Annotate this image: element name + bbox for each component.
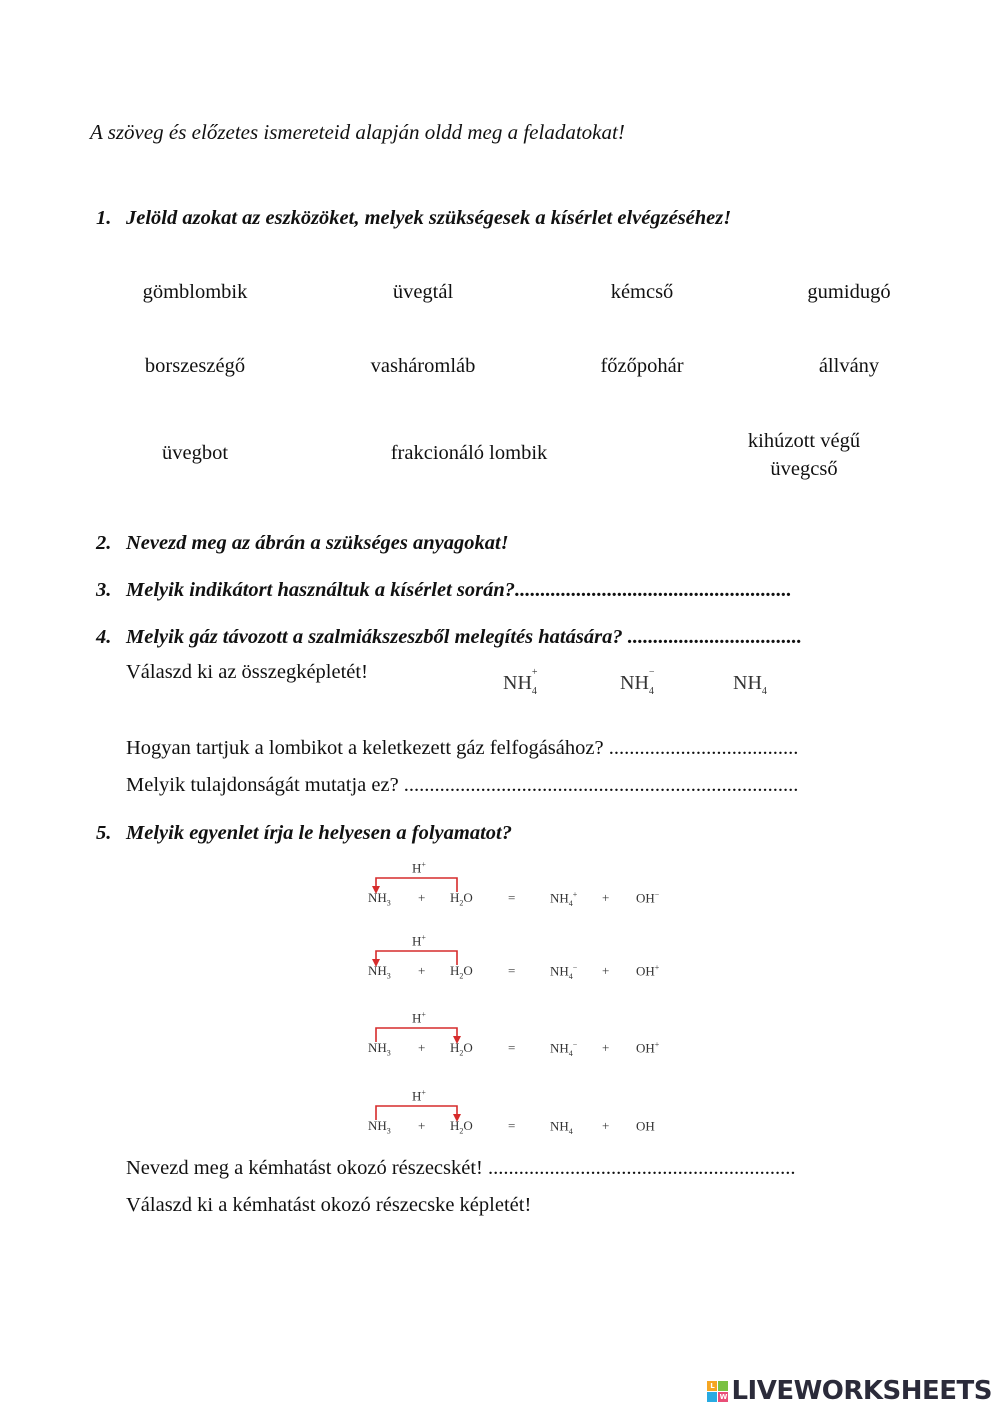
question-1-number: 1. [96, 207, 112, 229]
reactant-ammonia: $NH_3$ [368, 1040, 391, 1058]
question-3-number: 3. [96, 579, 112, 601]
formula-option[interactable]: $NH_4^-$ [620, 667, 655, 697]
equals-sign: = [508, 963, 516, 978]
logo-icon: L W [707, 1381, 728, 1402]
name-particle-question[interactable]: Nevezd meg a kémhatást okozó részecskét! ............................................................ [126, 1157, 796, 1179]
equipment-option[interactable]: vasháromláb [370, 355, 476, 377]
equals-sign: = [508, 890, 516, 905]
question-2 [96, 532, 509, 555]
proton-label: H+ [412, 1010, 426, 1026]
plus-sign: + [602, 1040, 610, 1055]
equipment-option[interactable]: üvegbot [161, 442, 229, 464]
plus-sign: + [602, 890, 610, 905]
question-2-number: 2. [96, 532, 112, 554]
formula-option[interactable]: $NH_4$ [733, 672, 767, 697]
question-4-text[interactable]: Melyik gáz távozott a szalmiákszeszből melegítés hatására? .................................. [126, 626, 802, 648]
proton-transfer-arrow [360, 935, 680, 995]
equation-option[interactable] [360, 1012, 680, 1072]
question-4-number: 4. [96, 626, 112, 648]
equipment-option[interactable]: gömblombik [142, 281, 248, 303]
flask-hold-question[interactable]: Hogyan tartjuk a lombikot a keletkezett gáz felfogásához? ..................................... [126, 737, 799, 759]
formula-option[interactable]: $NH_4^+$ [503, 667, 538, 697]
proton-label: H+ [412, 1088, 426, 1104]
question-4 [96, 626, 802, 649]
equipment-option[interactable]: főzőpohár [600, 355, 684, 377]
plus-sign: + [418, 890, 426, 905]
equation-option[interactable] [360, 1090, 680, 1150]
reactant-ammonia: $NH_3$ [368, 1118, 391, 1136]
proton-transfer-arrow [360, 862, 680, 922]
product-ammonium: $NH_4$ [550, 1118, 573, 1136]
reactant-ammonia: $NH_3$ [368, 963, 391, 981]
liveworksheets-logo [707, 1376, 992, 1406]
proton-transfer-arrow [360, 1090, 680, 1150]
product-ammonium: $NH_4^-$ [550, 1040, 578, 1058]
product-hydroxide: OH− [636, 890, 660, 906]
equipment-option[interactable]: üvegtál [392, 281, 454, 303]
plus-sign: + [602, 963, 610, 978]
equipment-option[interactable]: kémcső [610, 281, 674, 303]
product-hydroxide: OH+ [636, 963, 660, 979]
equipment-option[interactable]: állvány [818, 355, 880, 377]
question-1-text: Jelöld azokat az eszközöket, melyek szükségesek a kísérlet elvégzéséhez! [126, 207, 732, 229]
choose-formula-label: Válaszd ki az összegképletét! [126, 661, 368, 683]
question-2-text: Nevezd meg az ábrán a szükséges anyagokat! [126, 532, 509, 554]
equation-option[interactable] [360, 935, 680, 995]
equation-option[interactable] [360, 862, 680, 922]
equipment-option[interactable]: borszeszégő [144, 355, 246, 377]
product-ammonium: $NH_4^-$ [550, 963, 578, 981]
plus-sign: + [418, 1118, 426, 1133]
question-5-number: 5. [96, 822, 112, 844]
reactant-water: $H_2O$ [450, 1118, 473, 1136]
proton-label: H+ [412, 933, 426, 949]
plus-sign: + [418, 963, 426, 978]
equipment-option[interactable]: frakcionáló lombik [390, 442, 548, 464]
question-5-text: Melyik egyenlet írja le helyesen a folyamatot? [126, 822, 512, 844]
instructions-text: A szöveg és előzetes ismereteid alapján oldd meg a feladatokat! [90, 120, 625, 144]
proton-label: H+ [412, 860, 426, 876]
equals-sign: = [508, 1040, 516, 1055]
question-3 [96, 579, 792, 602]
plus-sign: + [418, 1040, 426, 1055]
reactant-water: $H_2O$ [450, 963, 473, 981]
product-ammonium: $NH_4^+$ [550, 890, 578, 908]
equals-sign: = [508, 1118, 516, 1133]
proton-transfer-arrow [360, 1012, 680, 1072]
reactant-ammonia: $NH_3$ [368, 890, 391, 908]
reactant-water: $H_2O$ [450, 1040, 473, 1058]
product-hydroxide: OH+ [636, 1040, 660, 1056]
property-question[interactable]: Melyik tulajdonságát mutatja ez? ............................................................................. [126, 774, 799, 796]
question-1 [96, 207, 731, 230]
question-3-text[interactable]: Melyik indikátort használtuk a kísérlet során?...................................................... [126, 579, 792, 601]
equipment-option[interactable]: gumidugó [807, 281, 891, 303]
logo-text: LIVEWORKSHEETS [731, 1376, 992, 1406]
choose-particle-formula-label: Válaszd ki a kémhatást okozó részecske képletét! [126, 1194, 532, 1216]
question-5 [96, 822, 512, 845]
plus-sign: + [602, 1118, 610, 1133]
equipment-option[interactable]: kihúzott végű üvegcső [747, 430, 861, 480]
product-hydroxide: OH [636, 1118, 655, 1134]
reactant-water: $H_2O$ [450, 890, 473, 908]
